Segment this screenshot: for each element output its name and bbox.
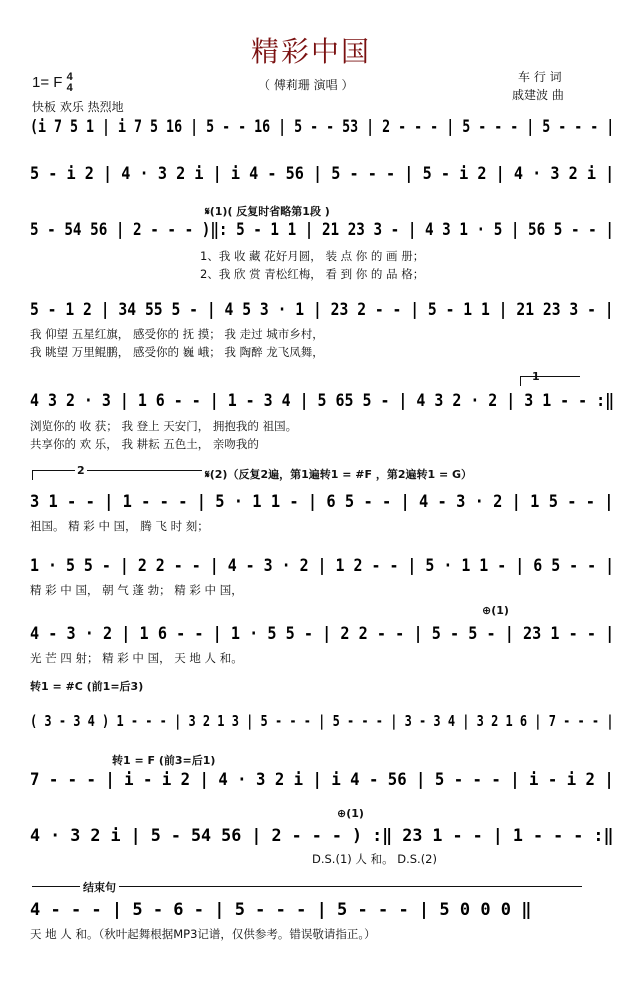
segno-mark-2: 𝄋(2)（反复2遍，第1遍转1 = #F ，第2遍转1 = G） [205,468,473,481]
score-row-9: ( 3 - 3 4 ) 1 - - - | 3 2 1 3 | 5 - - - | 5 - - - | 3 - 3 4 | 3 2 1 6 | 7 - - - | [30,712,614,730]
ds-markings: D.S.(1) 人 和。 D.S.(2) [312,852,437,866]
lyric-row-4-verse-1: 我 仰望 五星红旗， 感受你的 抚 摸； 我 走过 城市乡村， [30,327,324,341]
volta-bracket-1 [520,376,580,377]
volta-bracket-1-edge [520,376,521,386]
coda-mark-1: ⊕(1) [482,604,509,617]
lyric-row-8: 光 芒 四 射； 精 彩 中 国， 天 地 人 和。 [30,651,243,665]
score-row-6: 3 1 - - | 1 - - - | 5 · 1 1 - | 6 5 - - | 4 - 3 · 2 | 1 5 - - | [30,492,614,512]
time-signature: 4 4 [66,71,73,94]
score-row-11: 4 · 3 2 i | 5 - 54 56 | 2 - - - ) :‖ 23 1 - - | 1 - - - :‖ [30,826,614,846]
score-row-2: 5 - i 2 | 4 · 3 2 i | i 4 - 56 | 5 - - - | 5 - i 2 | 4 · 3 2 i | [30,164,615,184]
score-row-8: 4 - 3 · 2 | 1 6 - - | 1 · 5 5 - | 2 2 - - | 5 - 5 - | 23 1 - - | [30,624,615,644]
lyric-row-3-verse-2: 2、我 欣 赏 青松红梅， 看 到 你 的 品 格； [200,267,425,281]
volta-bracket-2-edge [32,470,33,480]
ending-label: 结束句 [80,879,119,895]
volta-bracket-2 [32,470,202,471]
modulation-mark-2: 转1 = F (前3=后1) [112,754,216,767]
score-row-5: 4 3 2 · 3 | 1 6 - - | 1 - 3 4 | 5 65 5 - | 4 3 2 · 2 | 3 1 - - :‖ [30,391,615,411]
lyric-row-4-verse-2: 我 眺望 万里鲲鹏， 感受你的 巍 峨； 我 陶醉 龙飞凤舞， [30,345,324,359]
score-row-3: 5 - 54 56 | 2 - - - )‖: 5 - 1 1 | 21 23 3 - | 4 3 1 · 5 | 56 5 - - | [30,220,614,240]
score-row-4: 5 - 1 2 | 34 55 5 - | 4 5 3 · 1 | 23 2 - - | 5 - 1 1 | 21 23 3 - | [30,300,614,320]
key-signature: 1= F 4 4 [32,71,73,94]
performer-credit: （ 傅莉珊 演唱 ） [258,78,354,92]
page-title: 精彩中国 [250,35,371,68]
segno-mark-1: 𝄋(1)( 反复时省略第1段 ) [205,205,330,218]
tempo-marking: 快板 欢乐 热烈地 [32,100,124,114]
lyric-row-5-verse-1: 浏览你的 收 获； 我 登上 天安门， 拥抱我的 祖国。 [30,419,298,433]
lyric-row-12: 天 地 人 和。（秋叶起舞根据MP3记谱，仅供参考。错误敬请指正。） [30,927,376,941]
score-row-10: 7 - - - | i - i 2 | 4 · 3 2 i | i 4 - 56 | 5 - - - | i - i 2 | [30,770,614,790]
volta-number-1: 1 [532,370,540,383]
composer-credit: 戚建波 曲 [512,88,564,102]
score-row-7: 1 · 5 5 - | 2 2 - - | 4 - 3 · 2 | 1 2 - - | 5 · 1 1 - | 6 5 - - | [30,556,615,576]
coda-mark-2: ⊕(1) [337,807,364,820]
score-row-1: (i 7 5 1 | i 7 5 16 | 5 - - 16 | 5 - - 53 | 2 - - - | 5 - - - | 5 - - - | [30,117,615,137]
lyric-row-7: 精 彩 中 国， 朝 气 蓬 勃； 精 彩 中 国， [30,583,243,597]
lyric-row-5-verse-2: 共享你的 欢 乐， 我 耕耘 五色土， 亲吻我的 [30,437,259,451]
lyric-row-3-verse-1: 1、我 收 藏 花好月圆， 装 点 你 的 画 册； [200,249,425,263]
score-row-12: 4 - - - | 5 - 6 - | 5 - - - | 5 - - - | 5 0 0 0 ‖ [30,900,532,920]
volta-number-2: 2 [77,464,85,477]
modulation-mark-1: 转1 = #C (前1=后3) [30,680,144,693]
lyricist-credit: 车 行 词 [518,70,562,84]
lyric-row-6: 祖国。 精 彩 中 国， 腾 飞 时 刻； [30,519,209,533]
